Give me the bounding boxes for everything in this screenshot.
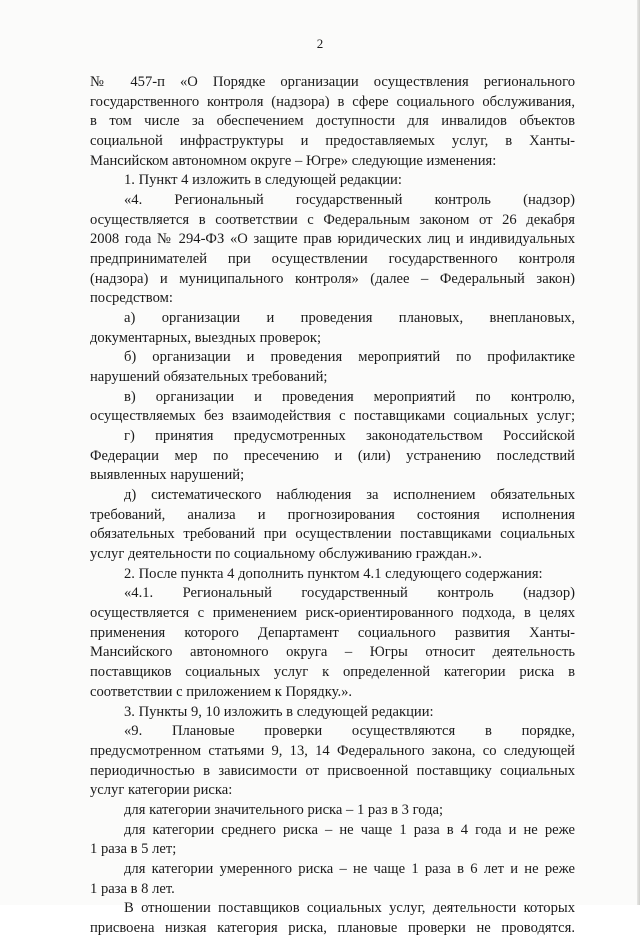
text-line: услуг деятельности по социальному обслуживанию граждан.».	[90, 546, 482, 563]
text-line: для категории значительного риска – 1 раз в 3 года;	[124, 801, 444, 818]
text-line: нарушений обязательных требований;	[90, 369, 328, 386]
text-line: № 457-п «О Порядке организации осуществления регионального	[90, 74, 575, 90]
text-line: услуг категории риска:	[90, 782, 233, 799]
text-line: соответствии с приложением к Порядку.».	[90, 683, 353, 700]
text-line: применения которого Департамент социального развития Ханты-	[90, 624, 575, 641]
text-line: «4. Региональный государственный контроль (надзор)	[124, 192, 575, 209]
text-line: предусмотренном статьями 9, 13, 14 Федерального закона, со следующей	[90, 742, 575, 759]
text-line: а) организации и проведения плановых, внеплановых,	[124, 310, 575, 327]
text-line: осуществляемых без взаимодействия с поставщиками социальных услуг;	[90, 408, 575, 425]
body-text	[90, 73, 575, 939]
text-line: «4.1. Региональный государственный контроль (надзор)	[124, 585, 575, 602]
text-line: 1 раза в 8 лет.	[90, 880, 175, 897]
text-line: требований, анализа и прогнозирования состояния исполнения	[90, 506, 575, 523]
text-line: 2008 года № 294-ФЗ «О защите прав юридических лиц и индивидуальных	[90, 231, 575, 248]
text-line: 1. Пункт 4 изложить в следующей редакции:	[124, 172, 402, 189]
text-line: Мансийского автономного округа – Югры относит деятельность	[90, 644, 575, 661]
text-line: периодичностью в зависимости от присвоенной поставщику социальных	[90, 762, 575, 779]
text-line: 3. Пункты 9, 10 изложить в следующей редакции:	[124, 703, 434, 720]
text-line: осуществляется с применением риск-ориентированного подхода, в целях	[90, 605, 575, 622]
text-line: д) систематического наблюдения за исполнением обязательных	[124, 487, 575, 504]
text-line: документарных, выездных проверок;	[90, 329, 322, 346]
text-line: Мансийском автономном округе – Югре» следующие изменения:	[90, 152, 497, 169]
text-line: предпринимателей при осуществлении государственного контроля	[90, 251, 575, 268]
text-line: 2. После пункта 4 дополнить пунктом 4.1 следующего содержания:	[124, 565, 543, 582]
text-line: 1 раза в 5 лет;	[90, 841, 177, 858]
text-line: б) организации и проведения мероприятий по профилактике	[124, 349, 575, 366]
text-line: для категории умеренного риска – не чаще 1 раза в 6 лет и не реже	[124, 860, 575, 877]
text-line: в) организации и проведения мероприятий по контролю,	[124, 388, 575, 405]
page-number: 2	[316, 36, 324, 51]
text-line: обязательных требований при осуществлении поставщиками социальных	[90, 526, 575, 543]
text-line: г) принятия предусмотренных законодательством Российской	[124, 428, 575, 445]
text-line: выявленных нарушений;	[90, 467, 245, 484]
text-line: «9. Плановые проверки осуществляются в порядке,	[124, 723, 575, 740]
text-line: (надзора) и муниципального контроля» (далее – Федеральный закон)	[90, 270, 575, 287]
text-line: посредством:	[90, 290, 173, 307]
text-line: Федерации мер по пресечению и (или) устранению последствий	[90, 447, 575, 464]
text-line: присвоена низкая категория риска, плановые проверки не проводятся.	[90, 919, 575, 936]
text-line: для категории среднего риска – не чаще 1 раза в 4 года и не реже	[124, 821, 575, 838]
text-line: государственного контроля (надзора) в сфере социального обслуживания,	[90, 93, 575, 110]
text-line: социальной инфраструктуры и предоставляемых услуг, в Ханты-	[90, 133, 575, 150]
text-line: В отношении поставщиков социальных услуг, деятельности которых	[124, 900, 575, 917]
text-line: осуществляется в соответствии с Федеральным законом от 26 декабря	[90, 211, 575, 228]
text-line: в том числе за обеспечением доступности для инвалидов объектов	[90, 113, 575, 130]
text-line: поставщиков социальных услуг к определенной категории риска в	[90, 664, 575, 681]
